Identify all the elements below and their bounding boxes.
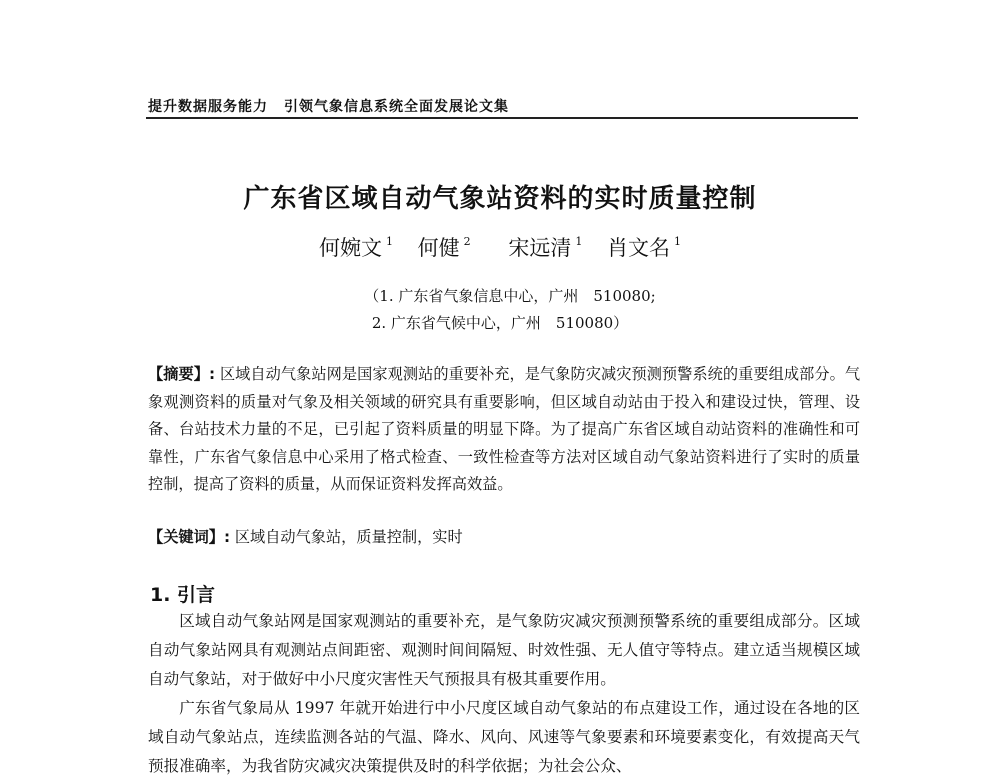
keywords-label: 【关键词】: — [148, 528, 231, 546]
section-heading: 1. 引言 — [150, 584, 216, 606]
abstract — [148, 361, 860, 499]
keywords-text: 区域自动气象站，质量控制，实时 — [234, 528, 463, 546]
section-body — [148, 607, 860, 781]
affiliation-2: 2. 广东省气候中心，广州 510080） — [371, 314, 629, 332]
paragraph: 广东省气象局从 1997 年就开始进行中小尺度区域自动气象站的布点建设工作，通过设在各地的区域自动气象站点，连续监测各站的气温、降水、风向、风速等气象要素和环境要素变化，有效提高天气预报准确率，为我省防灾减灾决策提供及时的科学依据；为社会公众、 — [148, 699, 860, 775]
author: 何婉文 $^1$ — [318, 235, 393, 260]
affiliation-1: （1. 广东省气象信息中心，广州 510080; — [364, 287, 656, 305]
author: 何健 $^2$ — [417, 235, 471, 260]
running-head-left: 提升数据服务能力 — [148, 99, 268, 115]
keywords — [148, 526, 463, 547]
running-head-right: 引领气象信息系统全面发展论文集 — [284, 99, 509, 115]
header-rule — [146, 117, 858, 119]
abstract-label: 【摘要】: — [148, 365, 216, 383]
paper-title: 广东省区域自动气象站资料的实时质量控制 — [243, 184, 757, 214]
author: 宋远清 $^1$ — [508, 235, 583, 260]
abstract-text: 区域自动气象站网是国家观测站的重要补充，是气象防灾减灾预测预警系统的重要组成部分。气象观测资料的质量对气象及相关领域的研究具有重要影响，但区域自动站由于投入和建设过快，管理、设备、台站技术力量的不足，已引起了资料质量的明显下降。为了提高广东省区域自动站资料的准确性和可靠性，广东省气象信息中心采用了格式检查、一致性检查等方法对区域自动气象站资料进行了实时的质量控制，提高了资料的质量，从而保证资料发挥高效益。 — [148, 365, 861, 493]
running-head — [148, 96, 509, 116]
author: 肖文名 $^1$ — [607, 235, 682, 260]
paragraph: 区域自动气象站网是国家观测站的重要补充，是气象防灾减灾预测预警系统的重要组成部分。区域自动气象站网具有观测站点间距密、观测时间间隔短、时效性强、无人值守等特点。建立适当规模区域自动气象站，对于做好中小尺度灾害性天气预报具有极其重要作用。 — [148, 612, 860, 688]
author-list — [0, 232, 1000, 262]
